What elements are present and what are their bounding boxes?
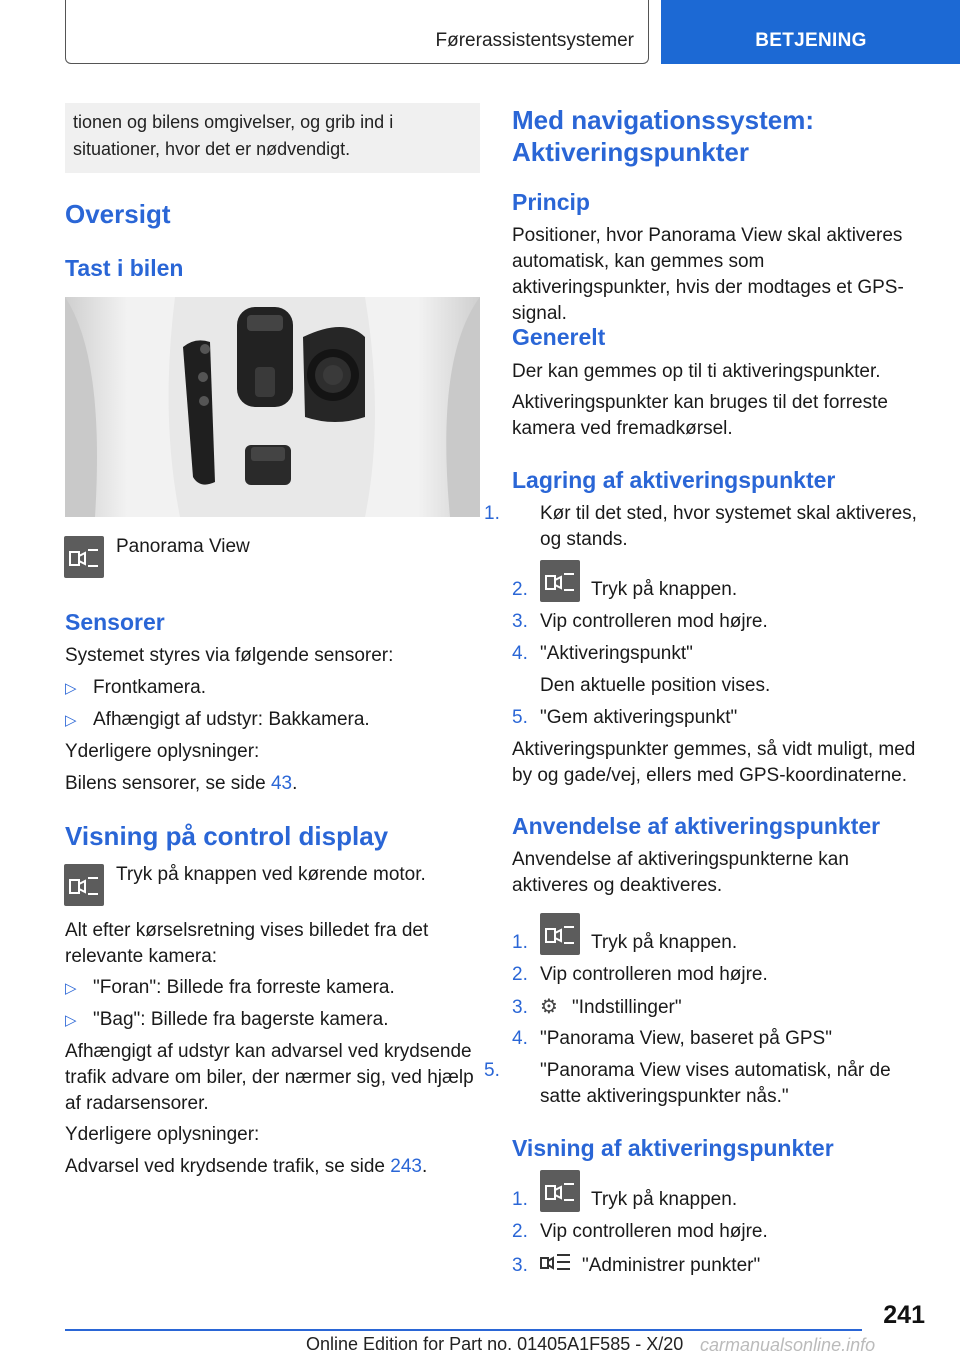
step-item: 2. bbox=[512, 579, 528, 600]
bullet-triangle-icon: ▷ bbox=[65, 1012, 77, 1029]
console-photo bbox=[65, 297, 480, 517]
step-item: 4. "Aktiveringspunkt" bbox=[512, 643, 693, 664]
list-item: ▷ Afhængigt af udstyr: Bakkamera. bbox=[65, 707, 370, 734]
list-item: ▷ "Foran": Billede fra forreste kamera. bbox=[65, 975, 395, 1002]
heading-visning: Visning på control display bbox=[65, 821, 389, 851]
button-label: Panorama View bbox=[116, 536, 250, 557]
list-item: ▷ "Bag": Billede fra bagerste kamera. bbox=[65, 1007, 388, 1034]
step-text: Tryk på knappen. bbox=[591, 932, 738, 953]
direction-text: Alt efter kørselsretning vises billedet fra det relevante kamera: bbox=[65, 920, 429, 967]
panorama-view-button-icon bbox=[540, 560, 580, 602]
panorama-view-button-icon bbox=[540, 1170, 580, 1212]
heading-generelt: Generelt bbox=[512, 324, 606, 350]
manage-points-icon bbox=[540, 1251, 582, 1281]
list-item: ▷ Frontkamera. bbox=[65, 675, 206, 702]
step-item: 4. "Panorama View, baseret på GPS" bbox=[512, 1028, 832, 1049]
footer-edition: Online Edition for Part no. 01405A1F585 - X/20 bbox=[306, 1334, 684, 1354]
traffic-reference: Advarsel ved krydsende trafik, se side 243. bbox=[65, 1156, 428, 1177]
gear-icon: ⚙ bbox=[540, 996, 558, 1018]
panorama-view-button-icon bbox=[64, 864, 104, 906]
panorama-view-button-icon bbox=[64, 536, 104, 578]
header-chapter bbox=[661, 0, 960, 64]
step-item: 5. "Panorama View vises automatisk, når de satte aktiveringspunkter nås." bbox=[484, 1060, 891, 1107]
header-section bbox=[65, 0, 649, 64]
step-item: 3. "Administrer punkter" bbox=[512, 1251, 760, 1281]
step-item: 3. ⚙ "Indstillinger" bbox=[512, 996, 682, 1018]
bullet-triangle-icon: ▷ bbox=[65, 680, 77, 697]
page-link[interactable]: 43 bbox=[270, 773, 293, 794]
panorama-view-button-icon bbox=[540, 913, 580, 955]
visning-text: Tryk på knappen ved kørende motor. bbox=[116, 864, 426, 885]
step-text: Tryk på knappen. bbox=[591, 579, 738, 600]
more-info: Yderligere oplysninger: bbox=[65, 741, 260, 762]
header-chapter-label: BETJENING bbox=[755, 30, 867, 51]
step-item: 1. bbox=[512, 932, 528, 953]
warning-text: Afhængigt af udstyr kan advarsel ved krydsende trafik advare om biler, der nærmer sig, ved hjælp af radarsensorer. bbox=[65, 1041, 474, 1114]
page-number: 241 bbox=[883, 1301, 925, 1329]
heading-navigation: Med navigationssystem: Aktiveringspunkter bbox=[512, 105, 814, 167]
step-item: 2. Vip controlleren mod højre. bbox=[512, 1221, 768, 1242]
step-text: Tryk på knappen. bbox=[591, 1189, 738, 1210]
heading-lagring: Lagring af aktiveringspunkter bbox=[512, 467, 836, 493]
page-link[interactable]: 243 bbox=[390, 1156, 422, 1177]
step-item: 5. "Gem aktiveringspunkt" bbox=[512, 707, 738, 728]
header-section-label: Førerassistentsystemer bbox=[435, 30, 634, 51]
sensor-reference: Bilens sensorer, se side 43. bbox=[65, 773, 298, 794]
step-subtext: Den aktuelle position vises. bbox=[540, 675, 771, 696]
step-item: 1. bbox=[512, 1189, 528, 1210]
heading-visning-punkter: Visning af aktiveringspunkter bbox=[512, 1135, 834, 1161]
step-item: 2. Vip controlleren mod højre. bbox=[512, 964, 768, 985]
heading-princip: Princip bbox=[512, 189, 590, 215]
generelt-text: Der kan gemmes op til ti aktiveringspunkter. bbox=[512, 361, 881, 382]
bullet-triangle-icon: ▷ bbox=[65, 980, 77, 997]
watermark: carmanualsonline.info bbox=[700, 1335, 876, 1355]
heading-anvendelse: Anvendelse af aktiveringspunkter bbox=[512, 813, 881, 839]
more-info: Yderligere oplysninger: bbox=[65, 1124, 260, 1145]
heading-sensorer: Sensorer bbox=[65, 609, 165, 635]
heading-oversigt: Oversigt bbox=[65, 199, 171, 229]
step-item: 1. Kør til det sted, hvor systemet skal aktiveres, og stands. bbox=[484, 503, 917, 550]
anvendelse-text: Anvendelse af aktiveringspunkterne kan aktiveres og deaktiveres. bbox=[512, 849, 849, 896]
generelt-text: Aktiveringspunkter kan bruges til det forreste kamera ved fremadkørsel. bbox=[512, 392, 888, 439]
sensorer-intro: Systemet styres via følgende sensorer: bbox=[65, 645, 394, 666]
step-item: 3. Vip controlleren mod højre. bbox=[512, 611, 768, 632]
footer-divider bbox=[65, 1329, 862, 1331]
princip-text: Positioner, hvor Panorama View skal aktiveres automatisk, kan gemmes som aktiveringspunkter, hvis der modtages et GPS-signal. bbox=[512, 225, 904, 324]
bullet-triangle-icon: ▷ bbox=[65, 712, 77, 729]
heading-tast: Tast i bilen bbox=[65, 255, 184, 281]
continued-note: tionen og bilens omgivelser, og grib ind i situationer, hvor det er nødvendigt. bbox=[65, 103, 480, 173]
lagring-after: Aktiveringspunkter gemmes, så vidt muligt, med by og gade/vej, ellers med GPS-koordinaterne. bbox=[512, 739, 916, 786]
